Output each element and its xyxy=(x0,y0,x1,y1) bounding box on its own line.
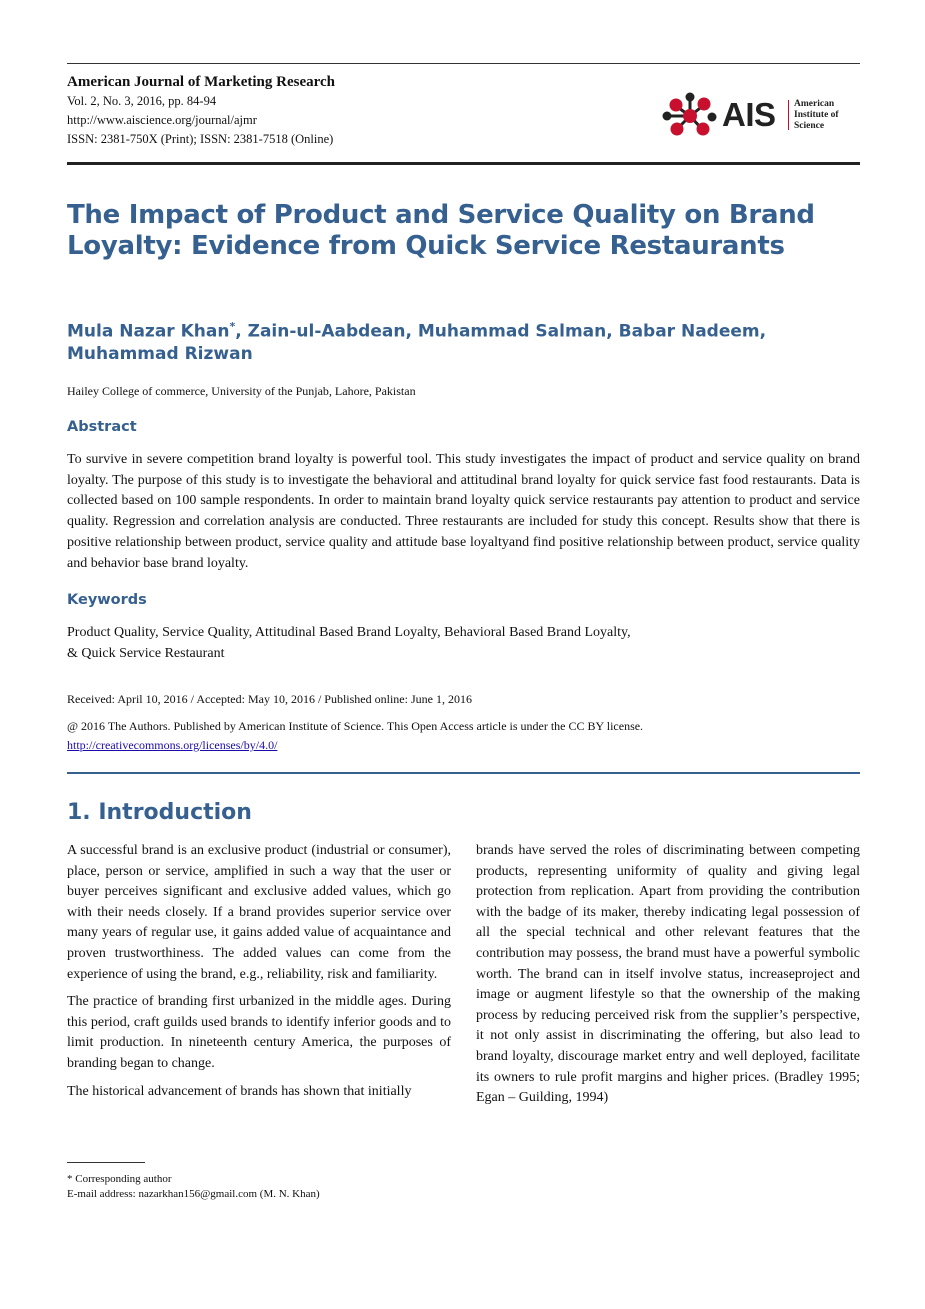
journal-name: American Journal of Marketing Research xyxy=(67,74,336,90)
abstract-text: To survive in severe competition brand loyalty is powerful tool. This study investigates the impact of product and service quality on brand loyalty. The purpose of this study is to investigate the behavioral and attitudinal brand loyalty for quick service fast food restaurants. Data is collected based on 100 sample respondents. In order to maintain brand loyalty quick service restaurants pay attention to product and service quality. Regression and correlation analysis are conducted. Three restaurants are included for study this concept. Results show that there is positive relationship between product, service quality and attitude base loyaltyand find positive relationship between product, service quality and behavior base brand loyalty. xyxy=(67,452,860,571)
section-divider xyxy=(67,772,860,774)
license-info xyxy=(67,717,643,755)
logo-wordmark: AIS xyxy=(722,96,776,133)
keywords-text xyxy=(67,622,860,664)
logo-divider xyxy=(788,100,789,130)
journal-info xyxy=(67,72,335,149)
journal-url[interactable]: http://www.aiscience.org/journal/ajmr xyxy=(67,113,257,127)
corresponding-author-mark: * xyxy=(229,320,236,333)
publication-dates: Received: April 10, 2016 / Accepted: May 10, 2016 / Published online: June 1, 2016 xyxy=(67,692,472,706)
body-column-right xyxy=(476,841,860,1116)
paragraph: The historical advancement of brands has shown that initially xyxy=(67,1083,412,1099)
abstract-heading: Abstract xyxy=(67,419,137,435)
journal-volume: Vol. 2, No. 3, 2016, pp. 84-94 xyxy=(67,94,217,108)
paper-title: The Impact of Product and Service Quality on Brand Loyalty: Evidence from Quick Service Restaurants xyxy=(67,200,815,261)
footnote-line: * Corresponding author xyxy=(67,1173,172,1185)
license-text: @ 2016 The Authors. Published by American Institute of Science. This Open Access article is under the CC BY license. xyxy=(67,719,644,733)
keywords-heading: Keywords xyxy=(67,592,147,608)
top-rule xyxy=(67,63,860,64)
paragraph: A successful brand is an exclusive product (industrial or consumer), place, person or service, amplified in such a way that the user or buyer perceives significant and exclusive added values, which go with their needs closely. If a brand provides superior service over many years of regular use, it gains added value of acquaintance and proven trustworthiness. The added values can come from the experience of using the brand, e.g., reliability, risk and familiarity. xyxy=(67,843,451,982)
ais-logo xyxy=(660,92,860,140)
introduction-heading: 1. Introduction xyxy=(67,800,252,825)
paragraph: The practice of branding first urbanized in the middle ages. During this period, craft guilds used brands to identify inferior goods and to limit production. In nineteenth century America, the purposes of branding began to change. xyxy=(67,994,451,1071)
journal-issn: ISSN: 2381-750X (Print); ISSN: 2381-7518 (Online) xyxy=(67,132,334,146)
logo-subtitle-line: Science xyxy=(794,121,825,131)
header-rule xyxy=(67,162,860,165)
paragraph: brands have served the roles of discriminating between competing products, representing uniformity of quality and giving legal protection from replication. Apart from providing the contribution with the badge of its maker, thereby indicating legal possession of all the special technical and other relevant features that the contribution may possess, the brand must have a powerful symbolic worth. The brand can in itself involve status, increaseproject and image or augment lifestyle so that the ownership of the making process by reducing perceived risk from the supplier’s perspective, it not only assist in discriminating the offering, but also lead to brand loyalty, discourage market entry and well deployed, facilitate its owners to rule profit margins and higher prices. (Bradley 1995; Egan – Guilding, 1994) xyxy=(476,843,860,1106)
footnote-line: E-mail address: nazarkhan156@gmail.com (M. N. Khan) xyxy=(67,1188,320,1200)
logo-subtitle-line: American xyxy=(794,99,835,109)
logo-subtitle-line: Institute of xyxy=(794,110,839,120)
keywords-line: Product Quality, Service Quality, Attitudinal Based Brand Loyalty, Behavioral Based Brand Loyalty, xyxy=(67,625,631,640)
affiliation: Hailey College of commerce, University of the Punjab, Lahore, Pakistan xyxy=(67,384,416,398)
keywords-line: & Quick Service Restaurant xyxy=(67,646,225,661)
author-list xyxy=(67,316,857,365)
footnote xyxy=(67,1172,320,1202)
footnote-rule xyxy=(67,1162,145,1163)
coauthors: , Zain-ul-Aabdean, Muhammad Salman, Babar Nadeem, Muhammad Rizwan xyxy=(67,321,767,364)
body-column-left xyxy=(67,841,451,1109)
molecule-logo-icon xyxy=(660,92,718,140)
logo-subtitle xyxy=(794,99,839,132)
license-link[interactable]: http://creativecommons.org/licenses/by/4.0/ xyxy=(67,738,278,752)
corresponding-author: Mula Nazar Khan xyxy=(67,321,230,342)
